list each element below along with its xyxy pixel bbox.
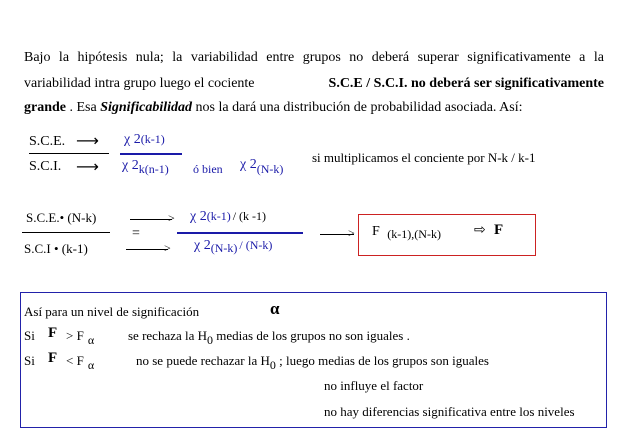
f-bold: F — [48, 350, 58, 366]
box-row-reject — [24, 328, 35, 344]
formula1-note: si multiplicamos el conciente por N-k / k-1 — [312, 150, 536, 165]
op-lt-text: < F — [66, 353, 84, 368]
formula1-fraction-bar — [29, 153, 109, 154]
alpha-sub: α — [87, 358, 95, 372]
paragraph-line-3 — [24, 96, 604, 120]
chi-bottom — [122, 158, 169, 174]
formula2-arrow-bottom-line — [126, 249, 168, 250]
chi2-bottom-div: / (N-k) — [239, 238, 273, 252]
paragraph-line-1: Bajo la hipótesis nula; la variabilidad entre grupos no deberá superar significativamente a la — [24, 50, 604, 65]
chi-alt-sub: (N-k) — [256, 162, 284, 176]
f-statistic: F — [494, 222, 504, 238]
formula2-denominator: S.C.I • (k-1) — [24, 241, 88, 256]
op-lt — [66, 353, 95, 372]
chi-top-symbol: χ 2 — [124, 132, 141, 147]
grande-word: grande — [24, 100, 66, 115]
chi2-top-symbol: χ 2 — [190, 209, 207, 224]
paragraph-line-2-text: variabilidad intra grupo luego el cociente — [24, 76, 255, 91]
si-label: Si — [24, 353, 35, 368]
chi-bottom-symbol: χ 2 — [122, 158, 139, 173]
accept-text — [136, 353, 489, 372]
f-sub: (k-1),(N-k) — [387, 227, 441, 241]
formula1-numerator: S.C.E. — [29, 134, 66, 149]
si-label: Si — [24, 328, 35, 343]
alpha-symbol: α — [270, 299, 280, 318]
reject-text — [128, 328, 410, 347]
box-line-1 — [24, 304, 199, 320]
chi-bottom-sub: k(n-1) — [138, 162, 169, 176]
paragraph-line-2 — [24, 72, 604, 96]
equals-sign: = — [132, 226, 140, 241]
chi2-bottom-symbol: χ 2 — [194, 238, 211, 253]
box-line-5: no hay diferencias significativa entre los niveles — [324, 404, 575, 419]
box-line-1-text: Así para un nivel de significación — [24, 304, 200, 319]
chi2-bottom-sub: (N-k) — [210, 241, 238, 255]
f-label: F — [372, 224, 380, 239]
box-line-4: no influye el factor — [324, 378, 424, 393]
op-gt — [66, 328, 95, 347]
chi2-top-sub: (k-1) — [206, 209, 231, 223]
accept-tail: ; luego medias de los grupos son iguales — [275, 353, 489, 368]
chi2-bottom — [194, 238, 272, 254]
formula2-arrow-top-line — [130, 219, 172, 220]
chi-top — [124, 132, 165, 148]
chi-alt — [240, 157, 284, 176]
ratio-statement: S.C.E / S.C.I. no deberá ser significativamente — [328, 76, 604, 91]
significabilidad-word: Significabilidad — [100, 100, 193, 115]
arrow-right-icon: ⟶ — [76, 157, 99, 176]
reject-tail: medias de los grupos no son iguales . — [213, 328, 410, 343]
box-row-accept — [24, 353, 35, 369]
h0-sub: 0 — [207, 333, 214, 347]
paragraph-line-3-sep: . Esa — [66, 100, 101, 115]
chi-top-sub: (k-1) — [140, 132, 165, 146]
formula2-fraction-bar — [22, 232, 110, 233]
o-bien: ó bien — [193, 162, 223, 176]
arrowhead-right-icon: > — [348, 226, 355, 240]
arrowhead-right-icon: > — [164, 241, 171, 255]
chi2-fraction-bar — [177, 232, 303, 234]
h0-sub: 0 — [269, 358, 276, 372]
chi-fraction-bar — [120, 153, 182, 155]
implies-arrow-icon: ⇨ — [474, 222, 486, 238]
arrowhead-right-icon: > — [168, 211, 175, 225]
formula2-numerator: S.C.E.• (N-k) — [26, 210, 97, 225]
alpha-sub: α — [87, 333, 95, 347]
reject-text-main: se rechaza la H — [128, 328, 208, 343]
chi-alt-symbol: χ 2 — [240, 157, 257, 172]
formula1-denominator: S.C.I. — [29, 159, 62, 174]
chi2-top — [190, 209, 266, 225]
chi2-top-div: / (k -1) — [232, 209, 267, 223]
paragraph-line-3-tail: nos la dará una distribución de probabilidad asociada. Así: — [192, 100, 523, 115]
f-distribution — [372, 224, 441, 240]
f-bold: F — [48, 325, 58, 341]
accept-text-main: no se puede rechazar la H — [136, 353, 270, 368]
op-gt-text: > F — [66, 328, 84, 343]
arrow-right-icon: ⟶ — [76, 131, 99, 150]
